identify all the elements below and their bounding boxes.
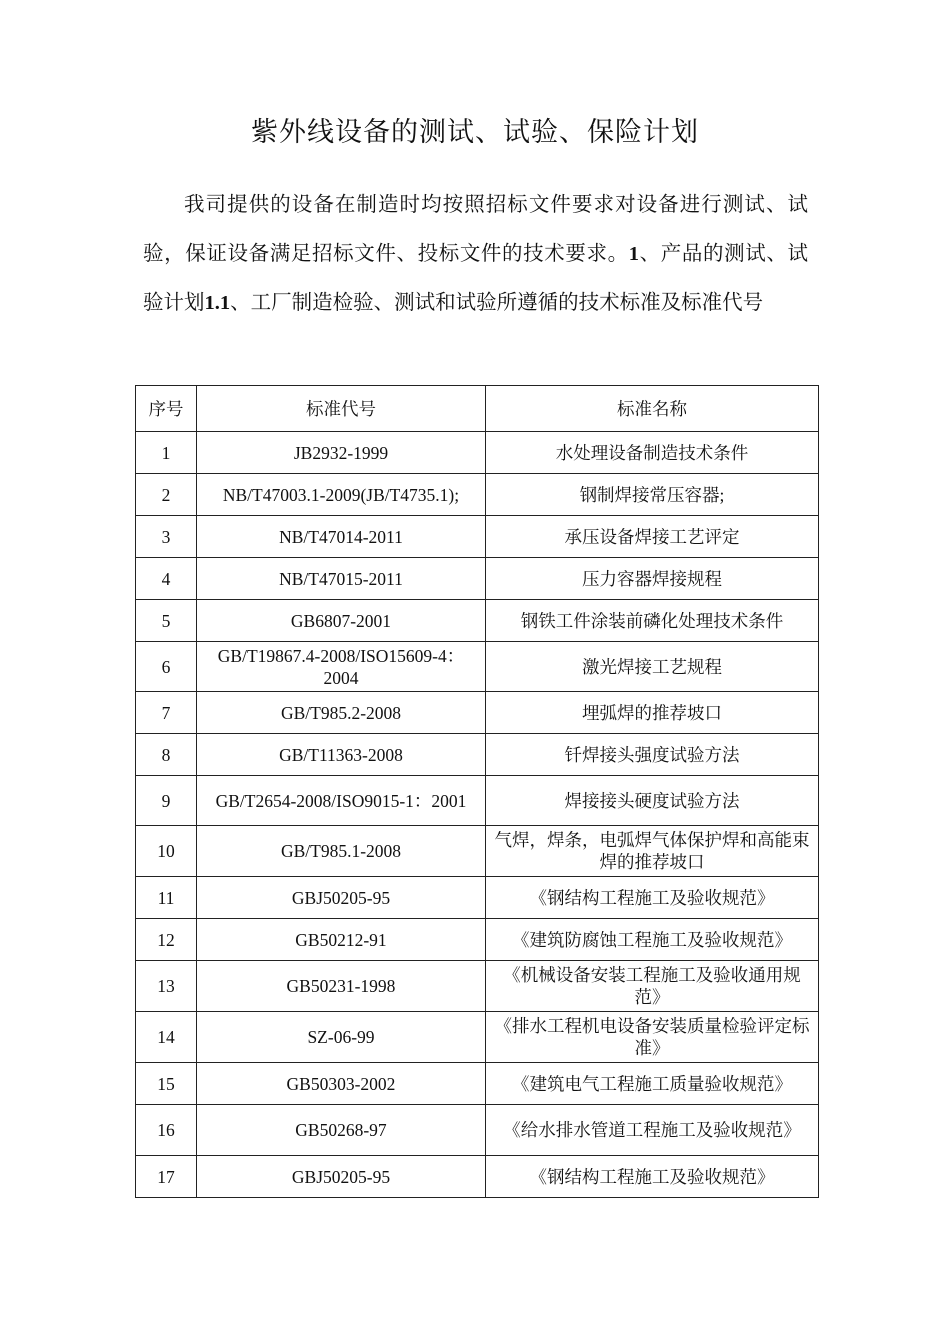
row-number: 6 [136, 642, 197, 692]
row-standard-name: 《建筑电气工程施工质量验收规范》 [486, 1063, 819, 1105]
row-standard-name: 钢铁工件涂装前磷化处理技术条件 [486, 600, 819, 642]
intro-text-3: 、工厂制造检验、测试和试验所遵循的技术标准及标准代号 [230, 292, 764, 314]
row-standard-code: NB/T47014-2011 [197, 516, 486, 558]
row-standard-code: GBJ50205-95 [197, 1156, 486, 1198]
table-row [136, 919, 819, 961]
table-row [136, 1063, 819, 1105]
row-standard-code: GB50212-91 [197, 919, 486, 961]
table-row [136, 642, 819, 692]
intro-paragraph [143, 181, 808, 328]
row-standard-code: JB2932-1999 [197, 432, 486, 474]
page-title: 紫外线设备的测试、试验、保险计划 [251, 117, 699, 147]
intro-number-2: 1.1 [204, 292, 231, 314]
row-standard-name: 《给水排水管道工程施工及验收规范》 [486, 1105, 819, 1156]
row-number: 11 [136, 877, 197, 919]
table-row [136, 826, 819, 877]
row-standard-name: 《建筑防腐蚀工程施工及验收规范》 [486, 919, 819, 961]
row-standard-name: 承压设备焊接工艺评定 [486, 516, 819, 558]
table-row [136, 1156, 819, 1198]
row-number: 14 [136, 1012, 197, 1063]
row-standard-name: 埋弧焊的推荐坡口 [486, 692, 819, 734]
row-standard-name: 钎焊接头强度试验方法 [486, 734, 819, 776]
row-number: 8 [136, 734, 197, 776]
row-standard-code: GB50231-1998 [197, 961, 486, 1012]
row-standard-code: NB/T47003.1-2009(JB/T4735.1); [197, 474, 486, 516]
intro-text-1: 我司提供的设备在制造时均按照招标文件要求对设备进行测试、试验，保证设备满足招标文件、投标文件的技术要求。 [143, 194, 808, 265]
row-number: 9 [136, 776, 197, 826]
row-number: 17 [136, 1156, 197, 1198]
table-row [136, 558, 819, 600]
intro-text-2: 、产品的测试、试验计划 [143, 243, 808, 314]
table-header-row [136, 386, 819, 432]
row-standard-code: GB50268-97 [197, 1105, 486, 1156]
table-row [136, 734, 819, 776]
row-number: 3 [136, 516, 197, 558]
row-standard-name: 气焊，焊条，电弧焊气体保护焊和高能束焊的推荐坡口 [486, 826, 819, 877]
row-number: 12 [136, 919, 197, 961]
row-number: 13 [136, 961, 197, 1012]
header-standard-code: 标准代号 [197, 386, 486, 432]
row-standard-name: 激光焊接工艺规程 [486, 642, 819, 692]
table-row [136, 776, 819, 826]
standards-table [135, 385, 819, 1198]
table-row [136, 516, 819, 558]
row-number: 16 [136, 1105, 197, 1156]
table-row [136, 432, 819, 474]
row-standard-code: SZ-06-99 [197, 1012, 486, 1063]
table-row [136, 877, 819, 919]
row-number: 15 [136, 1063, 197, 1105]
row-number: 2 [136, 474, 197, 516]
row-standard-code: GB/T985.2-2008 [197, 692, 486, 734]
row-standard-name: 水处理设备制造技术条件 [486, 432, 819, 474]
row-standard-code: GB/T985.1-2008 [197, 826, 486, 877]
row-standard-code: GB/T11363-2008 [197, 734, 486, 776]
table-row [136, 474, 819, 516]
row-standard-name: 《排水工程机电设备安装质量检验评定标准》 [486, 1012, 819, 1063]
row-standard-code: GB/T19867.4-2008/ISO15609-4：2004 [197, 642, 486, 692]
row-standard-code: GBJ50205-95 [197, 877, 486, 919]
row-number: 1 [136, 432, 197, 474]
row-standard-name: 焊接接头硬度试验方法 [486, 776, 819, 826]
table-row [136, 692, 819, 734]
row-number: 5 [136, 600, 197, 642]
table-row [136, 1105, 819, 1156]
row-standard-code: GB6807-2001 [197, 600, 486, 642]
row-standard-code: NB/T47015-2011 [197, 558, 486, 600]
table-row [136, 961, 819, 1012]
intro-number-1: 1 [628, 243, 640, 265]
header-standard-name: 标准名称 [486, 386, 819, 432]
row-standard-code: GB/T2654-2008/ISO9015-1：2001 [197, 776, 486, 826]
row-standard-name: 《钢结构工程施工及验收规范》 [486, 1156, 819, 1198]
header-number: 序号 [136, 386, 197, 432]
table-row [136, 1012, 819, 1063]
row-standard-code: GB50303-2002 [197, 1063, 486, 1105]
row-standard-name: 《钢结构工程施工及验收规范》 [486, 877, 819, 919]
row-number: 4 [136, 558, 197, 600]
row-number: 7 [136, 692, 197, 734]
table-row [136, 600, 819, 642]
row-number: 10 [136, 826, 197, 877]
row-standard-name: 《机械设备安装工程施工及验收通用规范》 [486, 961, 819, 1012]
row-standard-name: 压力容器焊接规程 [486, 558, 819, 600]
row-standard-name: 钢制焊接常压容器; [486, 474, 819, 516]
